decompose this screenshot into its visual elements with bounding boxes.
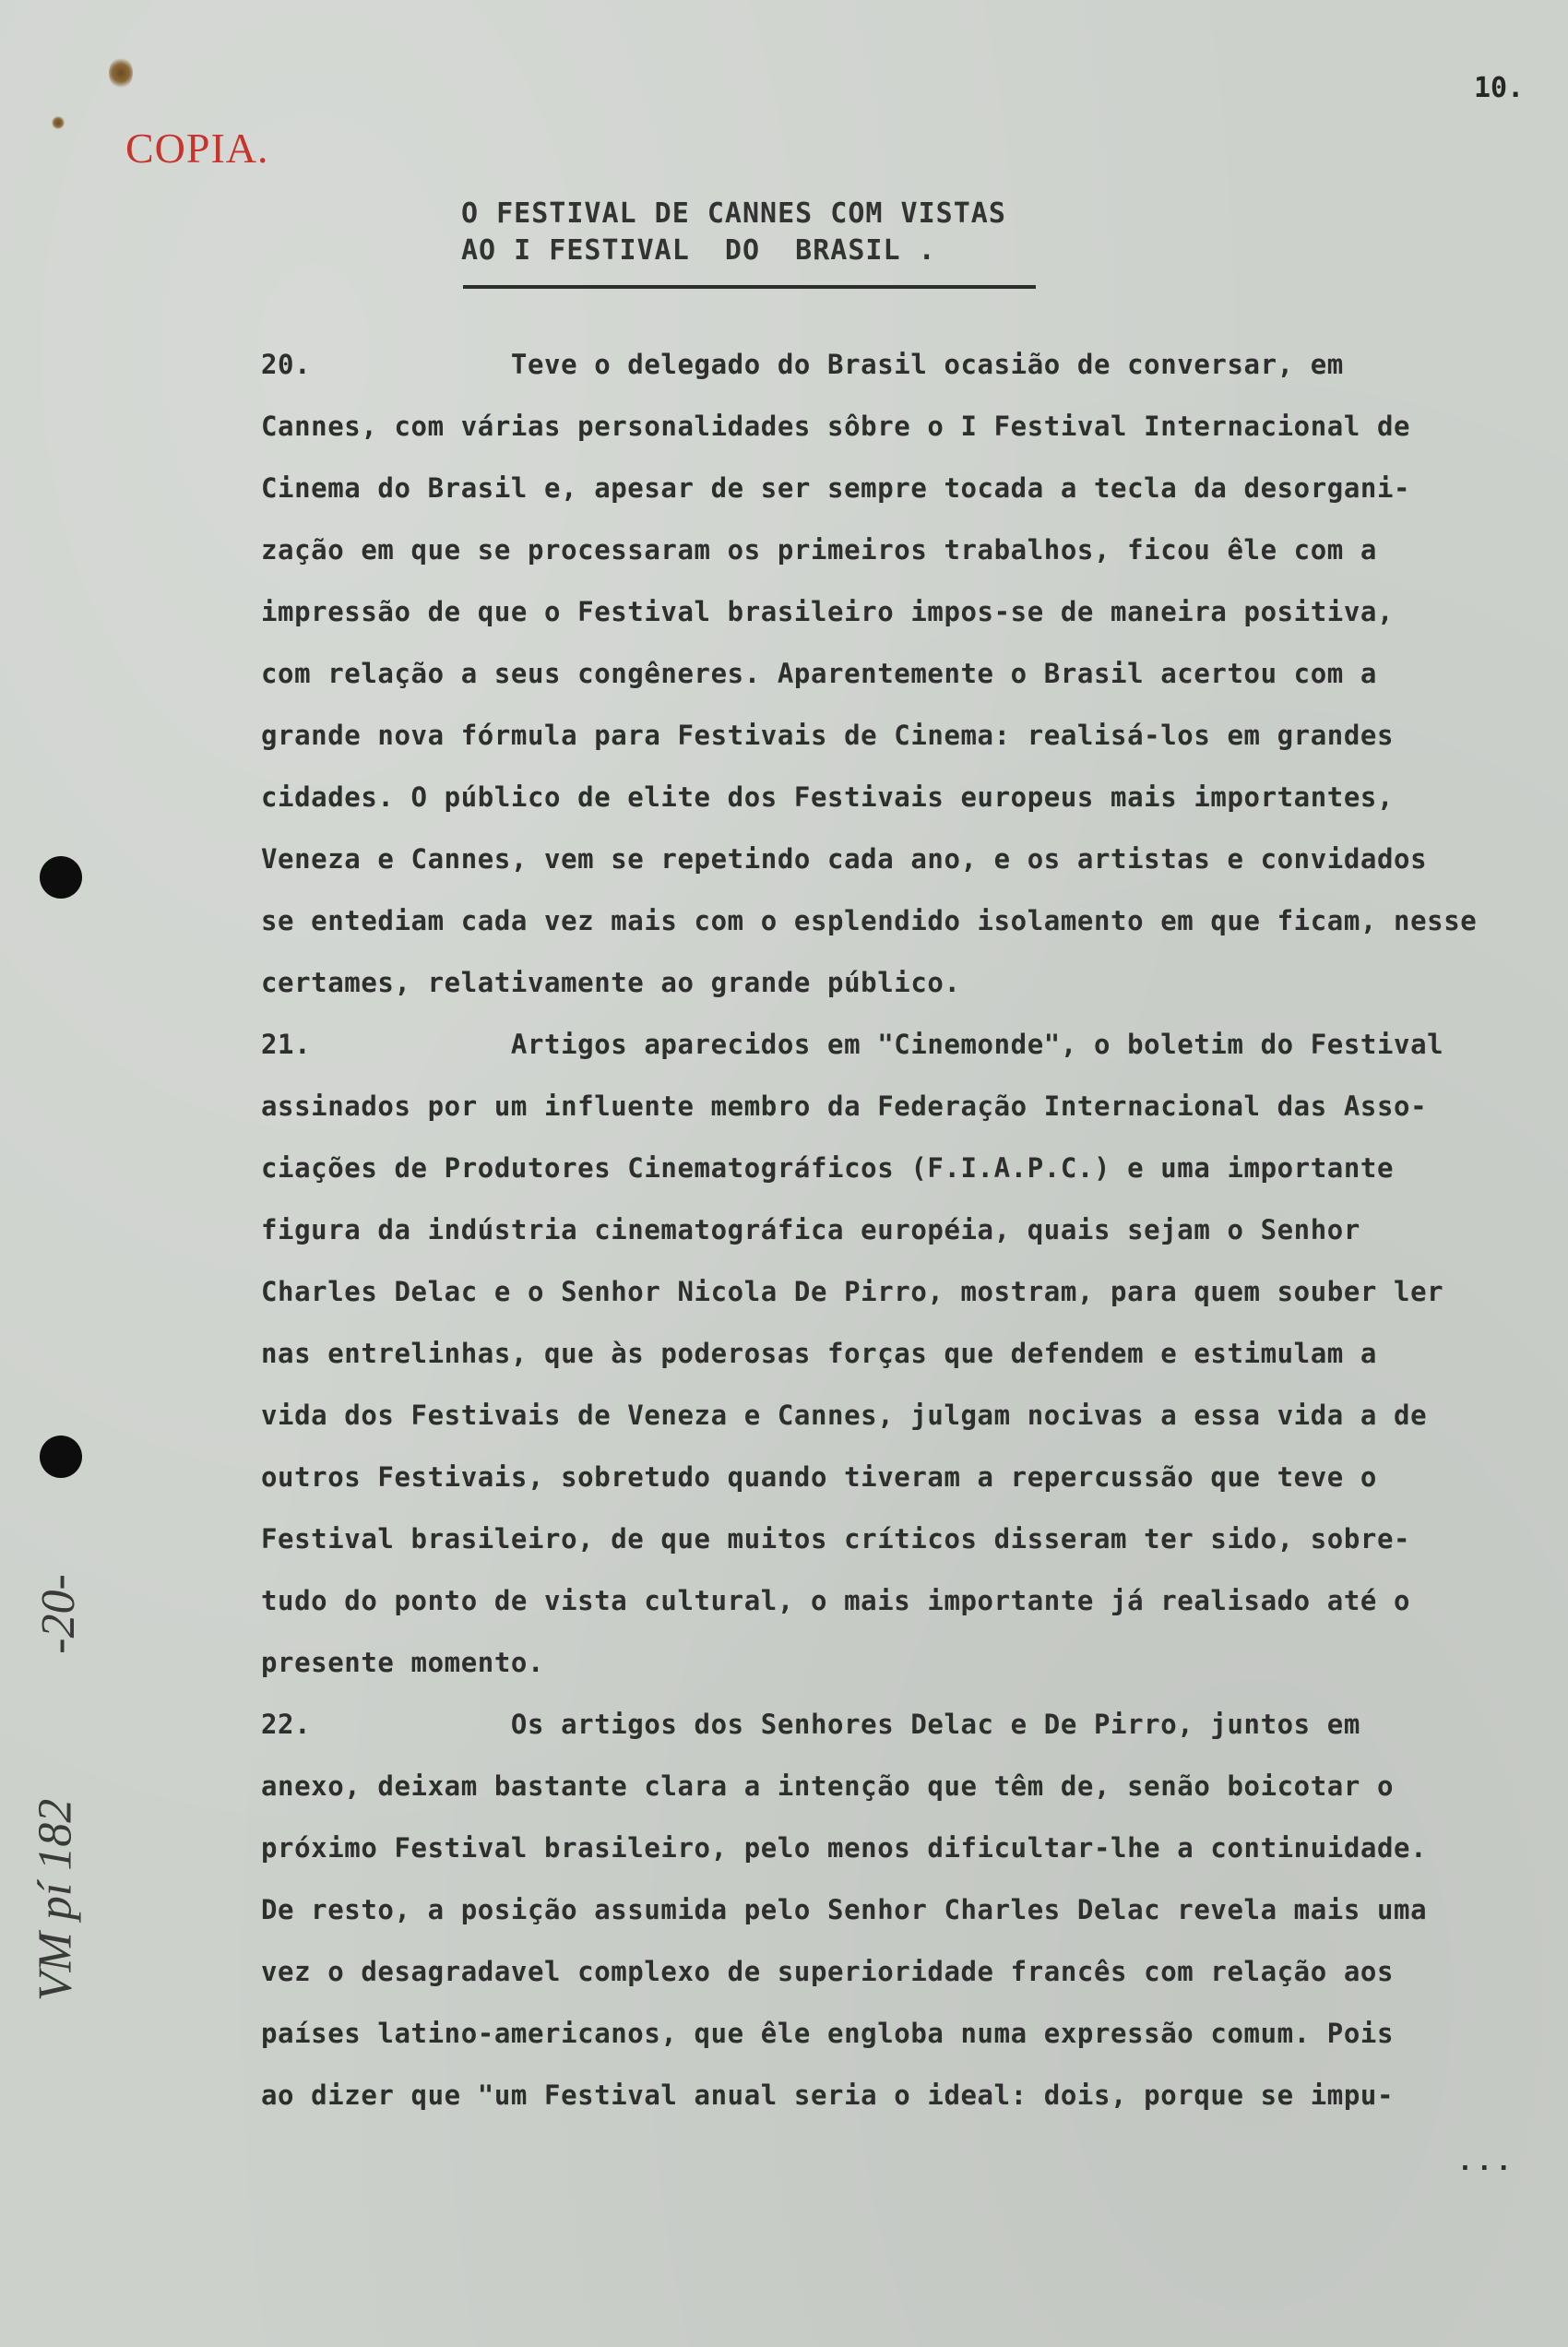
paragraph-21-line: Charles Delac e o Senhor Nicola De Pirro, mostram, para quem souber ler [261,1276,1444,1307]
paragraph-22-line: vez o desagradavel complexo de superioridade francês com relação aos [261,1956,1395,1987]
paragraph-21-line: nas entrelinhas, que às poderosas forças que defendem e estimulam a [261,1338,1377,1369]
title-underline [463,285,1036,289]
punch-hole [40,856,82,899]
copy-stamp: COPIA. [125,125,269,172]
paragraph-21-line: vida dos Festivais de Veneza e Cannes, julgam nocivas a essa vida a de [261,1400,1428,1431]
title-line: O FESTIVAL DE CANNES COM VISTAS [461,197,1006,230]
paragraph-21-line: ciações de Produtores Cinematográficos (F.I.A.P.C.) e uma importante [261,1152,1395,1184]
page-number: 10. [1474,72,1525,104]
paragraph-21-line: figura da indústria cinematográfica européia, quais sejam o Senhor [261,1214,1360,1245]
paragraph-22-line: anexo, deixam bastante clara a intenção que têm de, senão boicotar o [261,1770,1395,1802]
paragraph-21-line: Festival brasileiro, de que muitos críticos disseram ter sido, sobre- [261,1523,1411,1555]
paragraph-22-line: países latino-americanos, que êle engloba numa expressão comum. Pois [261,2018,1395,2049]
handwritten-folio-mark: -20- [31,1574,85,1654]
paragraph-22-line: próximo Festival brasileiro, pelo menos dificultar-lhe a continuidade. [261,1832,1428,1864]
continuation-marks: ... [1457,2146,1515,2176]
paragraph-20-line: com relação a seus congêneres. Aparentemente o Brasil acertou com a [261,658,1377,689]
paragraph-22-line: ao dizer que "um Festival anual seria o ideal: dois, porque se impu- [261,2079,1395,2111]
paragraph-20-line: 20. Teve o delegado do Brasil ocasião de conversar, em [261,349,1344,380]
paragraph-20-line: zação em que se processaram os primeiros trabalhos, ficou êle com a [261,534,1377,566]
paragraph-21-line: 21. Artigos aparecidos em "Cinemonde", o boletim do Festival [261,1029,1444,1060]
title-line: AO I FESTIVAL DO BRASIL . [461,234,936,267]
paragraph-21-line: presente momento. [261,1647,545,1678]
paper-stain [109,57,133,89]
paragraph-20-line: grande nova fórmula para Festivais de Cinema: realisá-los em grandes [261,720,1395,751]
paragraph-20-line: Veneza e Cannes, vem se repetindo cada ano, e os artistas e convidados [261,843,1428,875]
paragraph-20-line: Cannes, com várias personalidades sôbre o I Festival Internacional de [261,411,1411,442]
paragraph-21-line: assinados por um influente membro da Federação Internacional das Asso- [261,1090,1428,1122]
paragraph-22-line: 22. Os artigos dos Senhores Delac e De Pirro, juntos em [261,1709,1360,1740]
paragraph-22-line: De resto, a posição assumida pelo Senhor Charles Delac revela mais uma [261,1894,1428,1925]
punch-hole [40,1436,82,1478]
document-title [461,196,1006,269]
paragraph-21-line: tudo do ponto de vista cultural, o mais importante já realisado até o [261,1585,1411,1616]
paragraph-21-line: outros Festivais, sobretudo quando tiveram a repercussão que teve o [261,1461,1377,1493]
body-text [261,346,1568,2139]
paragraph-20-line: impressão de que o Festival brasileiro impos-se de maneira positiva, [261,596,1395,627]
paper-stain [52,116,65,129]
paragraph-20-line: Cinema do Brasil e, apesar de ser sempre tocada a tecla da desorgani- [261,472,1411,504]
paragraph-20-line: cidades. O público de elite dos Festivais europeus mais importantes, [261,781,1395,813]
handwritten-archive-reference: VM pí 182 [29,1798,82,2002]
paragraph-20-line: certames, relativamente ao grande público. [261,967,961,998]
paragraph-20-line: se entediam cada vez mais com o esplendido isolamento em que ficam, nesse [261,905,1478,936]
